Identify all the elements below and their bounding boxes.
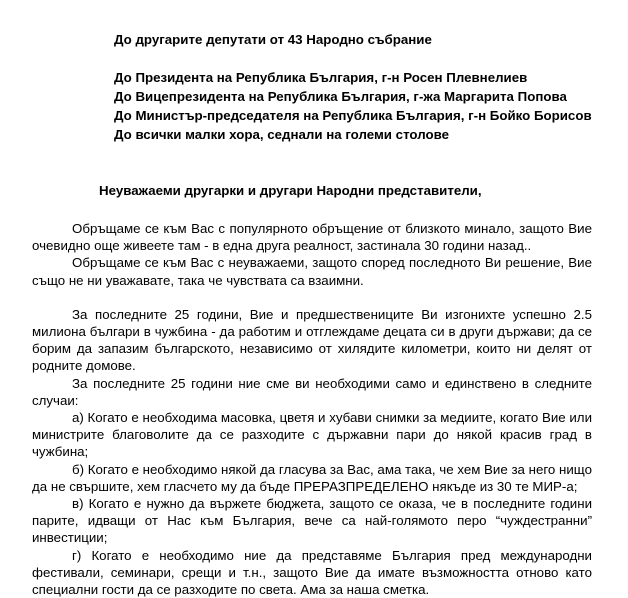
addressee-vice-president: До Вицепрезидента на Република България, г-жа Маргарита Попова xyxy=(114,89,567,104)
salutation: Неуважаеми другарки и другари Народни представители, xyxy=(99,183,482,198)
letter-body xyxy=(32,220,592,598)
paragraph-cases-intro: За последните 25 години ние сме ви необходими само и единствено в следните случаи: xyxy=(32,375,592,408)
addressee-deputies: До другарите депутати от 43 Народно събрание xyxy=(114,32,432,47)
paragraph-intro-2: Обръщаме се към Вас с неуважаеми, защото според последното Ви решение, Вие също не ни уважавате, така че чувствата са взаимни. xyxy=(32,255,592,288)
list-item-a: а) Когато е необходима масовка, цветя и хубави снимки за медиите, когато Вие или министрите благоволите да се разходите с държавни пари до някой красив град в чужбина; xyxy=(32,410,592,460)
paragraph-emigration: За последните 25 години, Вие и предшествениците Ви изгонихте успешно 2.5 милиона българи в чужбина - да работим и отглеждаме децата си в други държави; да се борим да запазим българското, независимо от хилядите километри, които ни делят от родните домове. xyxy=(32,306,592,374)
list-item-c: в) Когато е нужно да вържете бюджета, защото се оказа, че в последните години парите, идващи от Нас към България, вече са най-голямото перо “чуждестранни” инвестиции; xyxy=(32,496,592,546)
list-item-d: г) Когато е необходимо ние да представяме България пред международни фестивали, семинари, срещи и т.н., защото Вие да имате възможността отново като специални гости да се разходите по света. Ама за наша сметка. xyxy=(32,547,592,598)
list-item-b: б) Когато е необходимо някой да гласува за Вас, ама така, че хем Вие за него нищо да не свършите, хем гласчето му да бъде ПРЕРАЗПРЕДЕЛЕНО някъде из 30 те МИР-а; xyxy=(32,461,592,494)
spacer xyxy=(114,49,614,68)
addressee-list xyxy=(114,30,614,144)
addressee-small-people: До всички малки хора, седнали на големи столове xyxy=(114,127,449,142)
paragraph-intro-1: Обръщаме се към Вас с популярното обръщение от близкото минало, защото Вие очевидно още живеете там - в една друга реалност, застинала 30 години назад.. xyxy=(32,221,592,254)
addressee-prime-minister: До Министър-председателя на Република България, г-н Бойко Борисов xyxy=(114,108,592,123)
addressee-president: До Президента на Република България, г-н Росен Плевнелиев xyxy=(114,70,528,85)
